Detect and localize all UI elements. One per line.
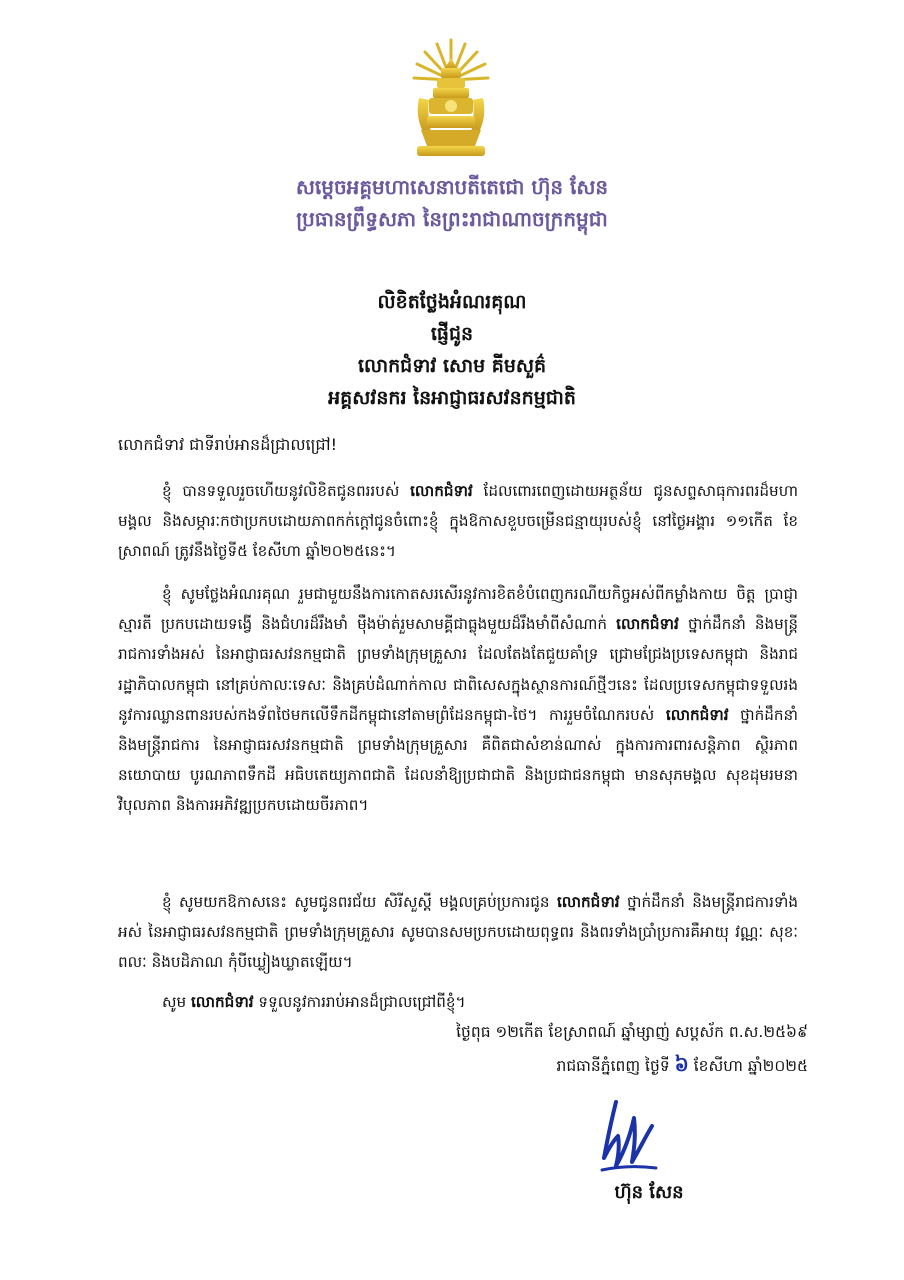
month-year: ខែសីហា ឆ្នាំ២០២៥ xyxy=(693,1057,808,1075)
paragraph-text: ខ្ញុំ សូមយកឱកាសនេះ សូមជូនពរជ័យ សិរីសួស្តី មង្គលគ្រប់ប្រការជូន xyxy=(162,893,557,911)
place-prefix: រាជធានីភ្នំពេញ ថ្ងៃទី xyxy=(556,1057,670,1075)
signer-name: ហ៊ុន សែន xyxy=(614,1182,684,1203)
paragraph-text: ខ្ញុំ សូមថ្លែងអំណរគុណ រួមជាមួយនឹងការកោតសរសើរនូវការខិតខំបំពេញករណីយកិច្ចអស់ពីកម្លាំងកាយ ចិត្ត ប្រាជ្ញា ស្មារតី ប្រកបដោយទង្វើ និងជំហរដ៏រឹងមាំ ម៉ឺងម៉ាត់រួមសាមគ្គីជាធ្លុងមួយដ៏រឹងមាំពីសំណាក់ xyxy=(118,585,798,634)
paragraph-text: សូម xyxy=(162,993,191,1011)
paragraph-2 xyxy=(118,579,798,821)
recipient-honorific: លោកជំទាវ xyxy=(665,705,729,724)
paragraph-text: ថ្នាក់ដឹកនាំ និងមន្ត្រីរាជការទាំងអស់ នៃអាជ្ញាធរសវនកម្មជាតិ ព្រមទាំងក្រុមគ្រួសារ ដែលតែងតែជួយគាំទ្រ ជ្រោមជ្រែងប្រទេសកម្ពុជា និងរាជរដ្ឋាភិបាលកម្ពុជា នៅគ្រប់កាលៈទេសៈ និងគ្រប់ដំណាក់កាល ជាពិសេសក្នុងស្ថានការណ៍ថ្មីៗនេះ ដែលប្រទេសកម្ពុជាទទួលរងនូវការឈ្លានពានរបស់កងទ័ពថៃមកលើទឹកដីកម្ពុជានៅតាមព្រំដែនកម្ពុជា-ថៃ។ ការរួមចំណែករបស់ xyxy=(118,615,798,724)
paragraph-text: ទទួលនូវការរាប់អានដ៏ជ្រាលជ្រៅពីខ្ញុំ។ xyxy=(253,993,466,1011)
paragraph-text: ថ្នាក់ដឹកនាំ និងមន្ត្រីរាជការ នៃអាជ្ញាធរសវនកម្មជាតិ ព្រមទាំងក្រុមគ្រួសារ គឺពិតជាសំខាន់ណាស់ ក្នុងការការពារសន្តិភាព ស្ថិរភាពនយោបាយ បូរណភាពទឹកដី អធិបតេយ្យភាពជាតិ ដែលនាំឱ្យប្រជាជាតិ និងប្រជាជនកម្ពុជា មានសុភមង្គល សុខដុមរមនា វិបុលភាព និងការអភិវឌ្ឍប្រកបដោយចីរភាព។ xyxy=(118,705,798,815)
paragraph-text: ខ្ញុំ បានទទួលរួចហើយនូវលិខិតជូនពររបស់ xyxy=(162,482,411,500)
place-date xyxy=(557,1049,809,1081)
recipient-position: អគ្គសវនករ នៃអាជ្ញាធរសវនកម្មជាតិ xyxy=(328,387,576,409)
paragraph-3 xyxy=(118,887,798,978)
handwritten-signature-icon xyxy=(594,1096,674,1176)
recipient-honorific: លោកជំទាវ xyxy=(410,482,473,500)
recipient-honorific: លោកជំទាវ xyxy=(616,615,679,634)
recipient-name: លោកជំទាវ សោម គីមសួគ៌ xyxy=(357,355,547,377)
paragraph-text: ថ្នាក់ដឹកនាំ និងមន្ត្រីរាជការទាំងអស់ នៃអាជ្ញាធរសវនកម្មជាតិ ព្រមទាំងក្រុមគ្រួសារ សូមបានសមប្រកបដោយពុទ្ធពរ និងពរទាំងប្រាំប្រការគឺអាយុ វណ្ណៈ សុខៈ ពលៈ និងបដិភាណ កុំបីឃ្លៀងឃ្លាតឡើយ។ xyxy=(118,893,798,972)
letter-title: លិខិតថ្លែងអំណរគុណ xyxy=(377,291,527,313)
recipient-honorific: លោកជំទាវ xyxy=(556,893,620,911)
paragraph-1 xyxy=(118,476,798,567)
letter-subtitle: ផ្ញើជូន xyxy=(430,323,474,345)
paragraph-4 xyxy=(118,987,798,1017)
org-title-line: ប្រធានព្រឹទ្ធសភា នៃព្រះរាជាណាចក្រកម្ពុជា xyxy=(296,207,608,231)
recipient-honorific: លោកជំទាវ xyxy=(190,993,254,1011)
lunar-date: ថ្ងៃពុធ ១២កើត ខែស្រាពណ៍ ឆ្នាំម្សាញ់ សប្តស័ក ព.ស.២៥៦៩ xyxy=(456,1023,808,1041)
org-name-line: សម្តេចអគ្គមហាសេនាបតីតេជោ ហ៊ុន សែន xyxy=(295,175,609,199)
paragraph-text: ដែលពោរពេញដោយអត្ថន័យ ជូនសព្ទសាធុការពរដ៏មហាមង្គល និងសម្ភារៈកថាប្រកបដោយភាពកក់ក្ដៅជូនចំពោះខ្ញុំ ក្នុងឱកាសខួបចម្រើនជន្មាយុរបស់ខ្ញុំ នៅថ្ងៃអង្គារ ១១កើត ខែស្រាពណ៍ ត្រូវនឹងថ្ងៃទី៥ ខែសីហា ឆ្នាំ២០២៥នេះ។ xyxy=(118,482,798,561)
day-number: ៦ xyxy=(674,1052,689,1076)
salutation: លោកជំទាវ ជាទីរាប់អានដ៏ជ្រាលជ្រៅ! xyxy=(118,435,338,454)
royal-emblem-icon xyxy=(411,36,491,162)
